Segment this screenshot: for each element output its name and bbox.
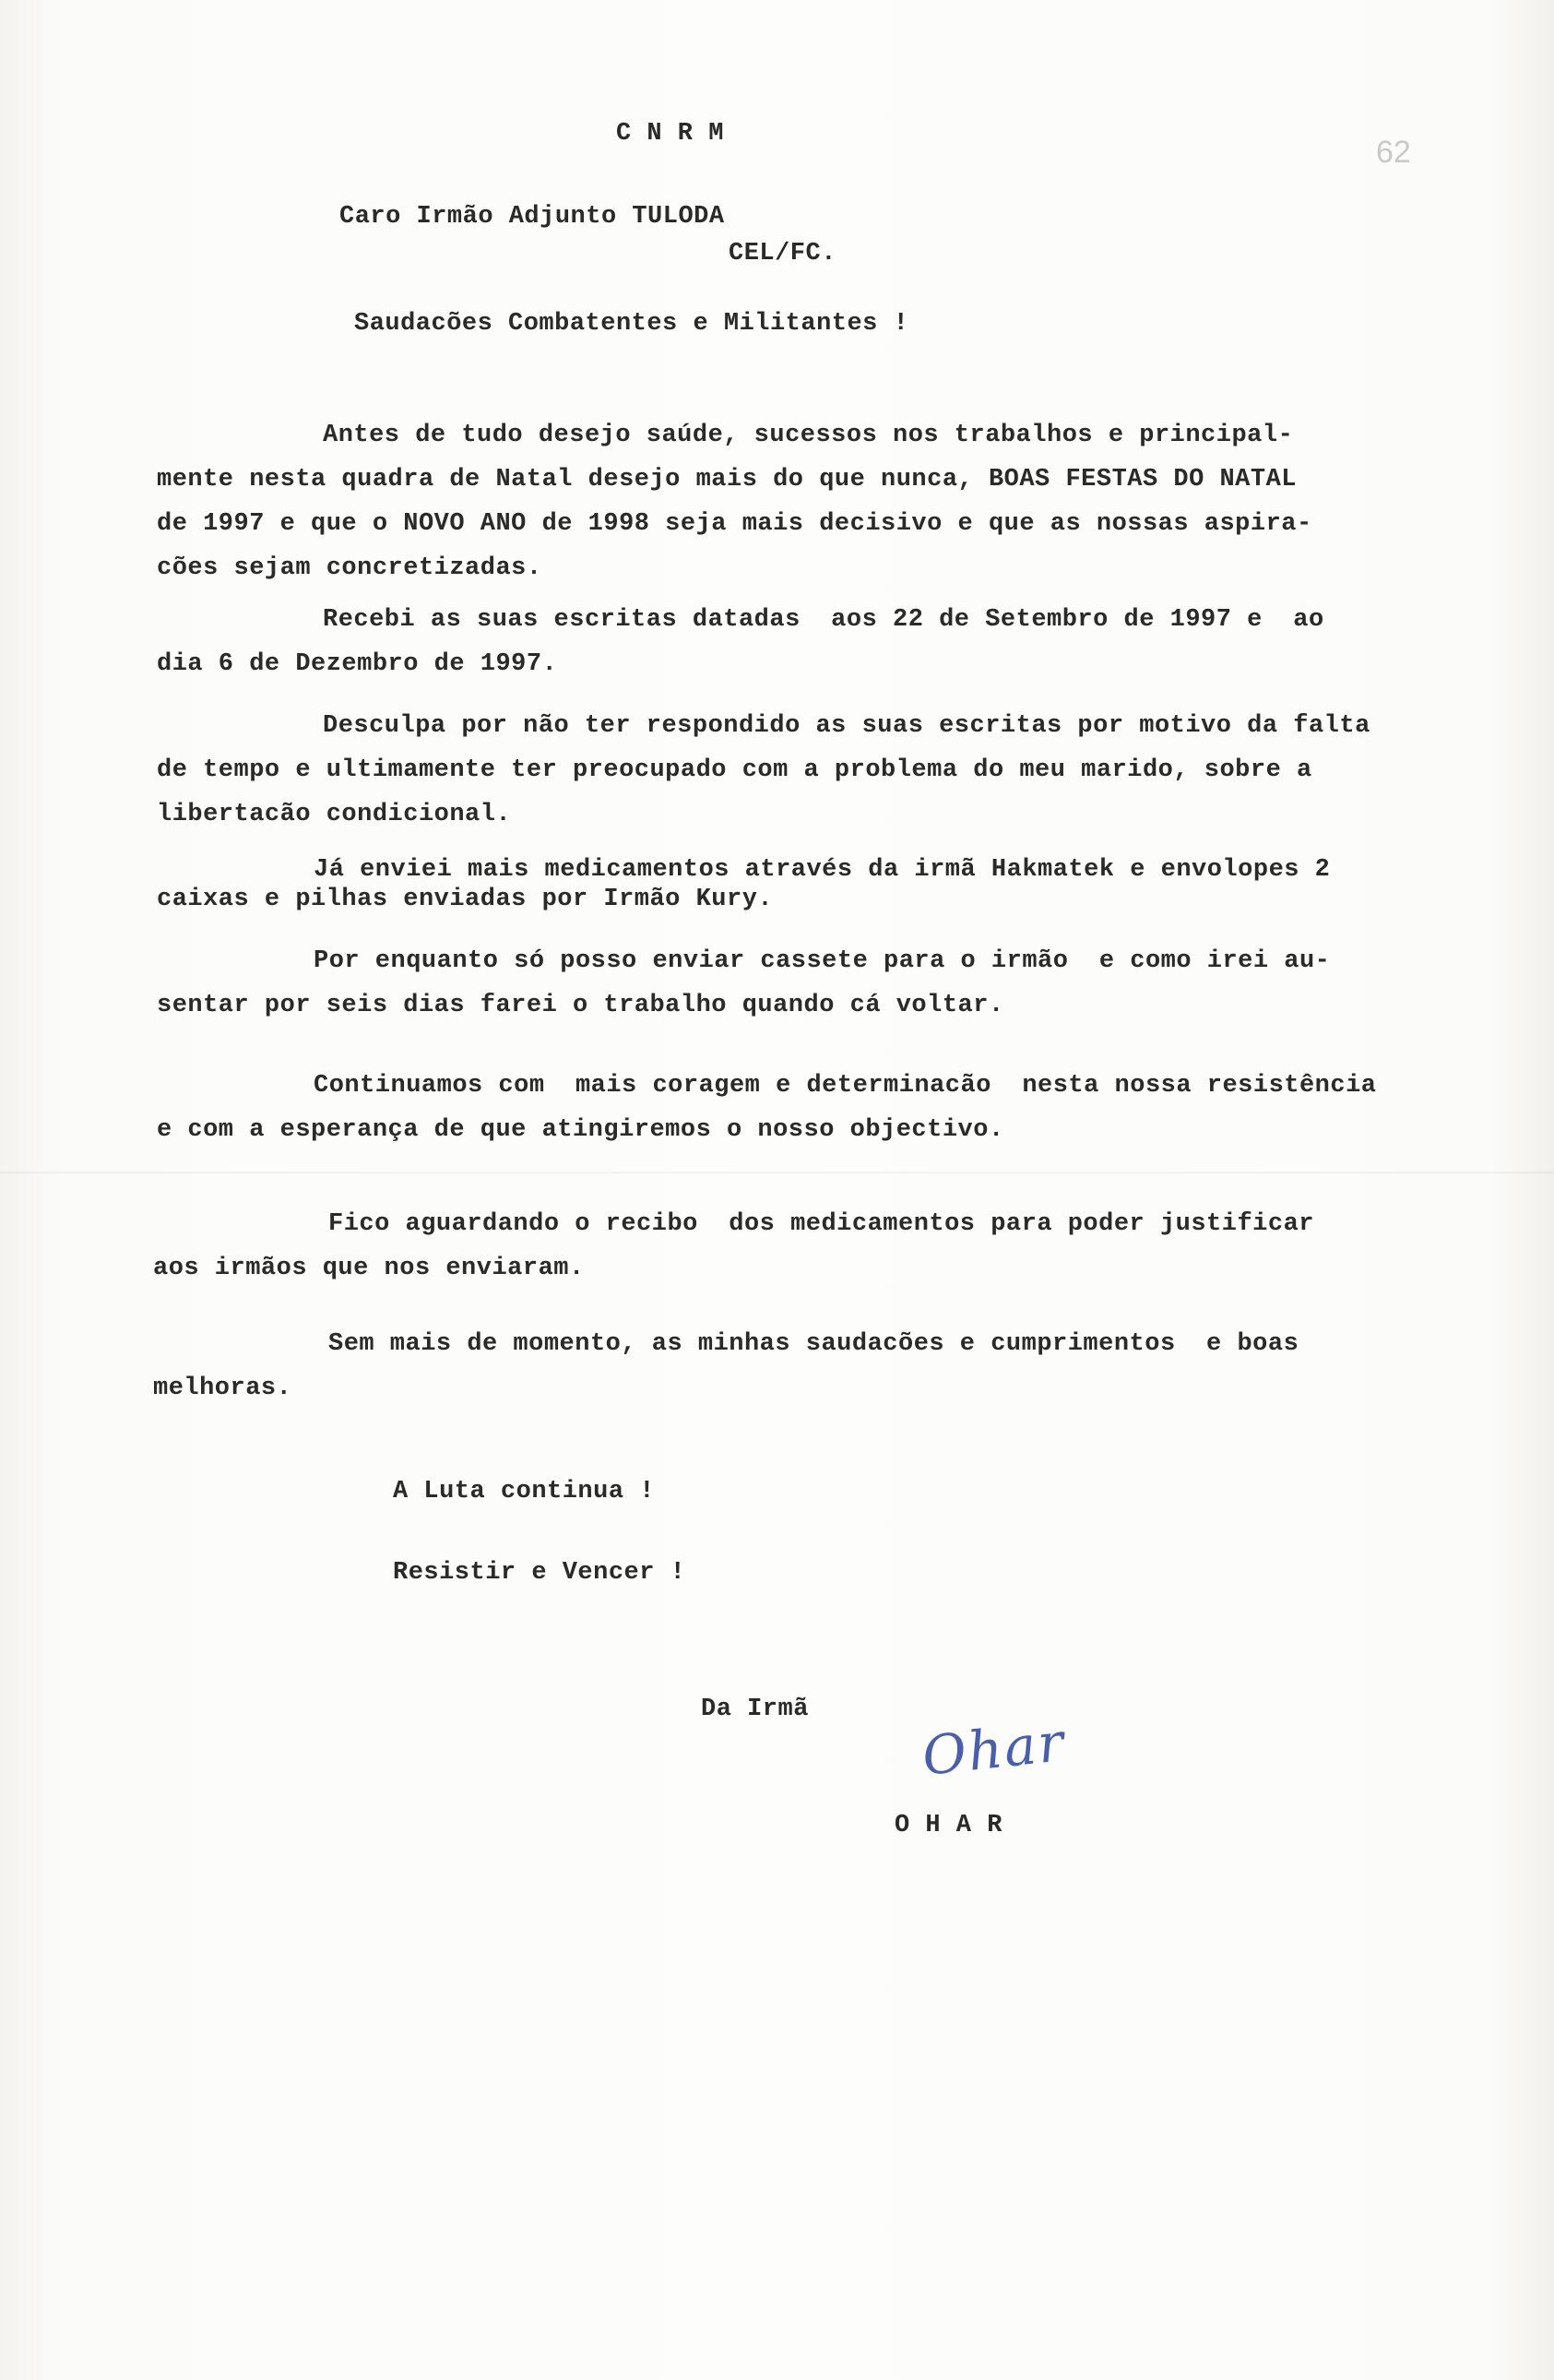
page-number: 62 (1376, 135, 1411, 170)
body-line: sentar por seis dias farei o trabalho quando cá voltar. (157, 992, 1004, 1019)
body-line: de 1997 e que o NOVO ANO de 1998 seja mais decisivo e que as nossas aspira- (157, 510, 1312, 538)
body-line: melhoras. (153, 1374, 292, 1402)
body-line: Já enviei mais medicamentos através da irmã Hakmatek e envolopes 2 (314, 856, 1331, 884)
body-line: de tempo e ultimamente ter preocupado com a problema do meu marido, sobre a (157, 756, 1312, 784)
body-line: Recebi as suas escritas datadas aos 22 de Setembro de 1997 e ao (323, 606, 1324, 634)
greeting: Saudacões Combatentes e Militantes ! (354, 310, 909, 338)
closing-motto-2: Resistir e Vencer ! (393, 1559, 686, 1587)
body-line: aos irmãos que nos enviaram. (153, 1255, 585, 1282)
body-line: caixas e pilhas enviadas por Irmão Kury. (157, 886, 774, 913)
body-line: Fico aguardando o recibo dos medicamentos para poder justificar (328, 1210, 1314, 1238)
body-line: Sem mais de momento, as minhas saudacões e cumprimentos e boas (328, 1330, 1299, 1358)
body-line: cões sejam concretizadas. (157, 554, 542, 582)
body-line: libertacão condicional. (157, 801, 512, 828)
page-fold (0, 1172, 1554, 1173)
body-line: Continuamos com mais coragem e determinacão nesta nossa resistência (314, 1072, 1377, 1100)
letterhead-org: C N R M (616, 120, 724, 148)
body-line: mente nesta quadra de Natal desejo mais do que nunca, BOAS FESTAS DO NATAL (157, 466, 1297, 494)
body-line: dia 6 de Dezembro de 1997. (157, 650, 558, 678)
body-line: e com a esperança de que atingiremos o nosso objectivo. (157, 1116, 1004, 1144)
body-line: Antes de tudo desejo saúde, sucessos nos trabalhos e principal- (323, 422, 1294, 449)
body-line: Desculpa por não ter respondido as suas escritas por motivo da falta (323, 712, 1370, 740)
handwritten-signature: Ohar (919, 1710, 1069, 1788)
body-line: Por enquanto só posso enviar cassete para o irmão e como irei au- (314, 947, 1331, 975)
recipient-line-2: CEL/FC. (729, 240, 836, 268)
sender-from: Da Irmã (701, 1696, 809, 1723)
closing-motto-1: A Luta continua ! (393, 1478, 655, 1505)
recipient-line-1: Caro Irmão Adjunto TULODA (339, 203, 725, 231)
sender-name: O H A R (895, 1812, 1002, 1839)
